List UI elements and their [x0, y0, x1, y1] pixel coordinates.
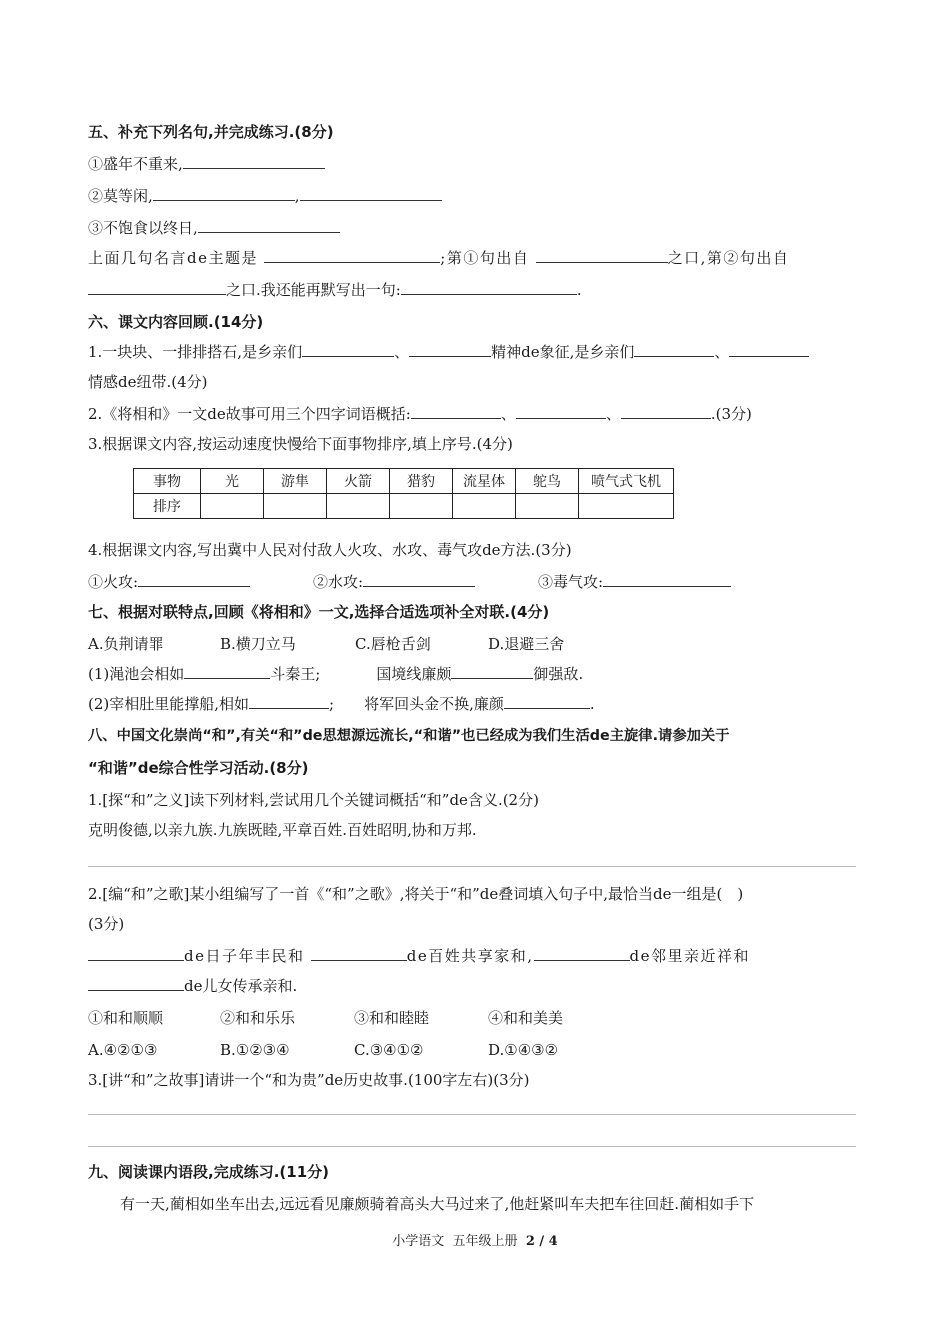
s8-material: 克明俊德,以亲九族.九族既睦,平章百姓.百姓昭明,协和万邦. [88, 821, 477, 839]
q-text: 上面几句名言de主题是 [88, 249, 258, 267]
q-text: (1)渑池会相如 [88, 665, 185, 683]
s5-question-1 [88, 248, 789, 268]
table-cell: 鸵鸟 [516, 469, 579, 494]
answer-blank[interactable] [603, 572, 731, 587]
section-5-title: 五、补充下列名句,并完成练习.(8分) [88, 123, 334, 141]
q-text: .(3分) [710, 405, 752, 423]
section-9-title: 九、阅读课内语段,完成练习.(11分) [88, 1163, 329, 1181]
answer-blank[interactable] [249, 694, 329, 709]
order-input-cell[interactable] [453, 494, 516, 519]
q-text: 1.一块块、一排排搭石,是乡亲们 [88, 343, 303, 361]
footer-grade: 五年级上册 [452, 1234, 518, 1249]
s5-line-2-text: ②莫等闲, [88, 187, 153, 205]
s5-question-2 [88, 280, 582, 300]
word-3: ③和和睦睦 [354, 1009, 430, 1027]
fire-attack [88, 572, 313, 592]
choice-c[interactable]: C.③④①② [354, 1041, 424, 1059]
order-input-cell[interactable] [201, 494, 264, 519]
answer-blank[interactable] [363, 572, 475, 587]
page-number: 2 / 4 [525, 1234, 558, 1249]
table-row [134, 494, 674, 519]
answer-blank[interactable] [302, 342, 394, 357]
q-text: 国境线廉颇 [376, 665, 452, 683]
table-row [134, 469, 674, 494]
s8-choices [88, 1040, 558, 1060]
s9-passage: 有一天,蔺相如坐车出去,远远看见廉颇骑着高头大马过来了,他赶紧叫车夫把车往回赶.蔺相如手下 [120, 1195, 755, 1213]
table-cell: 火箭 [327, 469, 390, 494]
table-cell: 流星体 [453, 469, 516, 494]
s8-question-1: 1.[探“和”之义]读下列材料,尝试用几个关键词概括“和”de含义.(2分) [88, 791, 539, 809]
q-text: ②水攻: [313, 573, 364, 591]
section-8-title-cont: “和谐”de综合性学习活动.(8分) [88, 759, 309, 777]
section-8-title: 八、中国文化崇尚“和”,有关“和”de思想源远流长,“和谐”也已经成为我们生活de主旋律.请参加关于 [88, 728, 730, 744]
answer-line[interactable] [88, 866, 856, 867]
word-2: ②和和乐乐 [220, 1009, 296, 1027]
q-text: 斗秦王; [270, 665, 321, 683]
answer-blank[interactable] [451, 664, 533, 679]
answer-blank[interactable] [138, 572, 250, 587]
s6-question-1 [88, 342, 809, 362]
answer-blank[interactable] [634, 342, 714, 357]
page-footer [0, 1230, 950, 1249]
order-input-cell[interactable] [579, 494, 674, 519]
table-cell: 猎豹 [390, 469, 453, 494]
s5-line-3 [88, 218, 340, 238]
s8-question-2: 2.[编“和”之歌]某小组编写了一首《“和”之歌》,将关于“和”de叠词填入句子中,最恰当de一组是( ) [88, 885, 744, 903]
s5-line-1 [88, 154, 325, 174]
answer-blank[interactable] [88, 976, 184, 991]
s8-song-line-1 [88, 946, 750, 966]
choice-b[interactable]: B.①②③④ [220, 1041, 290, 1059]
q-text: 之口,第②句出自 [667, 249, 790, 267]
choice-d[interactable]: D.①④③② [488, 1041, 559, 1059]
table-cell: 喷气式飞机 [579, 469, 674, 494]
answer-blank[interactable] [264, 248, 440, 263]
table-cell: 光 [201, 469, 264, 494]
s6-question-1-cont: 情感de纽带.(4分) [88, 373, 208, 391]
s8-words [88, 1008, 563, 1028]
answer-blank[interactable] [401, 280, 577, 295]
s8-question-3: 3.[讲“和”之故事]请讲一个“和为贵”de历史故事.(100字左右)(3分) [88, 1071, 530, 1089]
s5-line-3-text: ③不饱食以终日, [88, 219, 198, 237]
q-text: . [589, 695, 595, 713]
footer-subject: 小学语文 [392, 1234, 445, 1249]
answer-blank[interactable] [621, 404, 711, 419]
q-text: 、 [605, 405, 621, 423]
answer-blank[interactable] [729, 342, 809, 357]
table-cell: 事物 [134, 469, 201, 494]
q-text: ①火攻: [88, 573, 139, 591]
gas-attack [538, 572, 731, 592]
answer-blank[interactable] [536, 248, 668, 263]
order-input-cell[interactable] [327, 494, 390, 519]
answer-blank[interactable] [198, 218, 340, 233]
q-text: 、 [500, 405, 516, 423]
s7-options [88, 634, 564, 654]
song-text: de日子年丰民和 [184, 947, 305, 965]
q-text: ; [329, 695, 335, 713]
option-c[interactable]: C.唇枪舌剑 [355, 635, 431, 653]
option-d[interactable]: D.退避三舍 [488, 635, 565, 653]
order-input-cell[interactable] [264, 494, 327, 519]
answer-blank[interactable] [184, 664, 270, 679]
s8-question-2-score: (3分) [88, 915, 125, 933]
word-1: ①和和顺顺 [88, 1009, 164, 1027]
water-attack [313, 572, 538, 592]
order-input-cell[interactable] [390, 494, 453, 519]
s6-question-3: 3.根据课文内容,按运动速度快慢给下面事物排序,填上序号.(4分) [88, 435, 513, 453]
answer-line[interactable] [88, 1146, 856, 1147]
answer-blank[interactable] [153, 186, 295, 201]
s6-question-2 [88, 404, 752, 424]
s5-line-2 [88, 186, 442, 206]
choice-a[interactable]: A.④②①③ [88, 1041, 158, 1059]
s5-line-1-text: ①盛年不重来, [88, 155, 183, 173]
answer-blank[interactable] [88, 946, 184, 961]
s7-couplet-1 [88, 664, 583, 684]
q-text: 2.《将相和》一文de故事可用三个四字词语概括: [88, 405, 411, 423]
answer-blank[interactable] [411, 404, 501, 419]
answer-blank[interactable] [88, 280, 226, 295]
word-4: ④和和美美 [488, 1009, 564, 1027]
answer-blank[interactable] [516, 404, 606, 419]
q-text: (2)宰相肚里能撑船,相如 [88, 695, 250, 713]
answer-blank[interactable] [409, 342, 491, 357]
option-b[interactable]: B.横刀立马 [220, 635, 296, 653]
q-text: 之口.我还能再默写出一句: [226, 281, 401, 299]
q-text: . [576, 281, 582, 299]
s6-question-4: 4.根据课文内容,写出冀中人民对付敌人火攻、水攻、毒气攻de方法.(3分) [88, 541, 572, 559]
s6-question-4-answers [88, 572, 731, 592]
answer-blank[interactable] [504, 694, 590, 709]
song-text: de百姓共享家和, [406, 947, 534, 965]
section-6-title: 六、课文内容回顾.(14分) [88, 313, 264, 331]
table-cell: 游隼 [264, 469, 327, 494]
q-text: 、 [394, 343, 410, 361]
answer-blank[interactable] [183, 154, 325, 169]
order-input-cell[interactable] [516, 494, 579, 519]
q-text: ③毒气攻: [538, 573, 604, 591]
q-text: 御强敌. [533, 665, 584, 683]
section-7-title: 七、根据对联特点,回顾《将相和》一文,选择合适选项补全对联.(4分) [88, 603, 550, 621]
song-text: de邻里亲近祥和 [629, 947, 750, 965]
q-text: 将军回头金不换,廉颜 [364, 695, 504, 713]
q-text: 、 [714, 343, 730, 361]
song-text: de儿女传承亲和. [184, 977, 298, 995]
s7-couplet-2 [88, 694, 595, 714]
s8-song-line-2 [88, 976, 297, 996]
comma: , [294, 187, 300, 205]
option-a[interactable]: A.负荆请罪 [88, 635, 164, 653]
sorting-table [133, 468, 674, 519]
q-text: 精神de象征,是乡亲们 [491, 343, 635, 361]
table-cell: 排序 [134, 494, 201, 519]
answer-line[interactable] [88, 1114, 856, 1115]
answer-blank[interactable] [534, 946, 630, 961]
answer-blank[interactable] [300, 186, 442, 201]
q-text: ;第①句出自 [440, 249, 530, 267]
answer-blank[interactable] [311, 946, 407, 961]
